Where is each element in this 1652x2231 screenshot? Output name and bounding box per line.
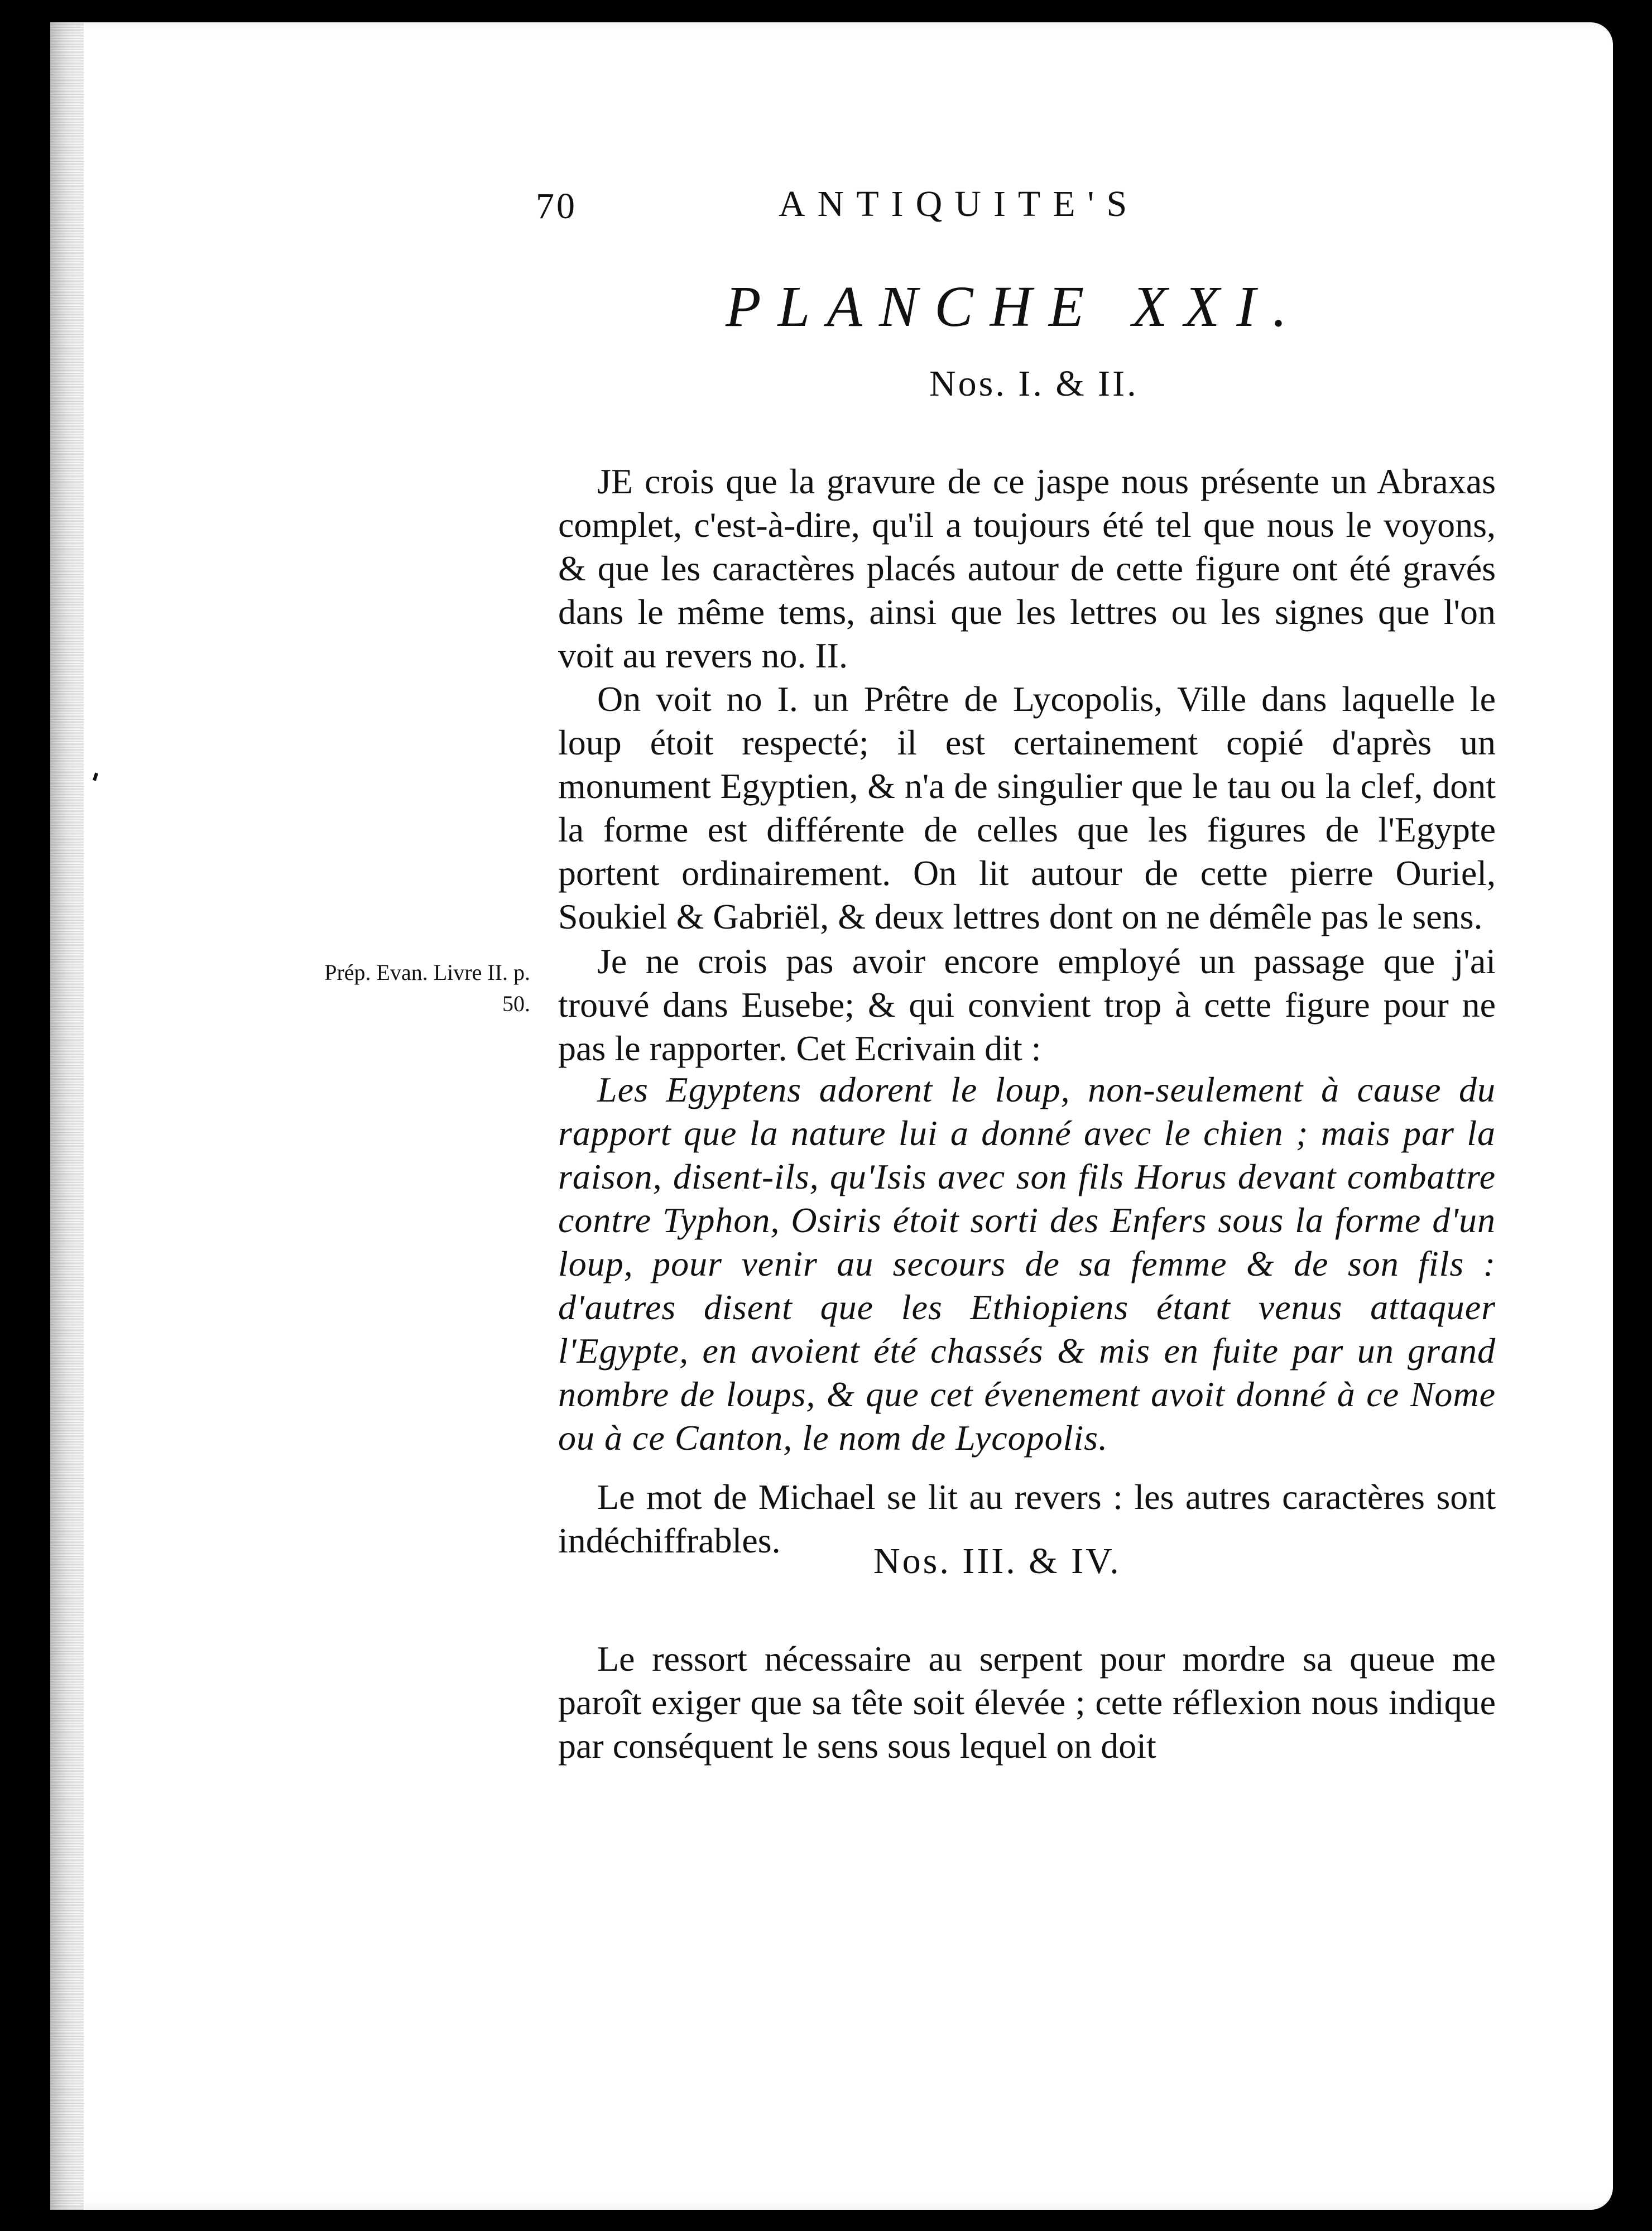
- quotation-paragraph: Les Egyptens adorent le loup, non-seulement à cause du rapport que la nature lui a donné avec le chien ; mais par la raison, disent-ils, qu'Isis avec son fils Horus devant combattre contre Typhon, Osiris étoit sorti des Enfers sous la forme d'un loup, pour venir au secours de sa femme & de son fils : d'autres disent que les Ethiopiens étant venus attaquer l'Egypte, en avoient été chassés & mis en fuite par un grand nombre de loups, & que cet évenement avoit donné à ce Nome ou à ce Canton, le nom de Lycopolis.: [558, 1070, 1496, 1458]
- paragraph-3: Je ne crois pas avoir encore employé un passage que j'ai trouvé dans Eusebe; & qui convient trop à cette figure pour ne pas le rapporter. Cet Ecrivain dit :: [558, 941, 1496, 1068]
- plate-title: PLANCHE XXI.: [726, 275, 1304, 339]
- paragraph-2: On voit no I. un Prêtre de Lycopolis, Ville dans laquelle le loup étoit respecté; il est certainement copié d'après un monument Egyptien, & n'a de singulier que le tau ou la clef, dont la forme est différente de celles que les figures de l'Egypte portent ordinairement. On lit autour de cette pierre Ouriel, Soukiel & Gabriël, & deux lettres dont on ne démêle pas le sens.: [558, 679, 1496, 936]
- section-heading-2: Nos. III. & IV.: [873, 1541, 1121, 1581]
- paragraph-5: Le mot de Michael se lit au revers : les autres caractères sont indéchiffrables.: [558, 1477, 1496, 1560]
- section-heading-1: Nos. I. & II.: [929, 363, 1139, 404]
- book-page: [50, 22, 1613, 2210]
- page-number: 70: [536, 186, 577, 227]
- margin-note: Prép. Evan. Livre II. p. 50.: [324, 960, 530, 1016]
- paragraph-1: JE crois que la gravure de ce jaspe nous présente un Abraxas complet, c'est-à-dire, qu'il a toujours été tel que nous le voyons, & que les caractères placés autour de cette figure ont été gravés dans le même tems, ainsi que les lettres ou les signes que l'on voit au revers no. II.: [558, 461, 1496, 675]
- page-content: [50, 22, 1613, 2210]
- running-head: ANTIQUITE'S: [779, 184, 1140, 224]
- paragraph-6: Le ressort nécessaire au serpent pour mordre sa queue me paroît exiger que sa tête soit élevée ; cette réflexion nous indique par conséquent le sens sous lequel on doit: [558, 1639, 1496, 1766]
